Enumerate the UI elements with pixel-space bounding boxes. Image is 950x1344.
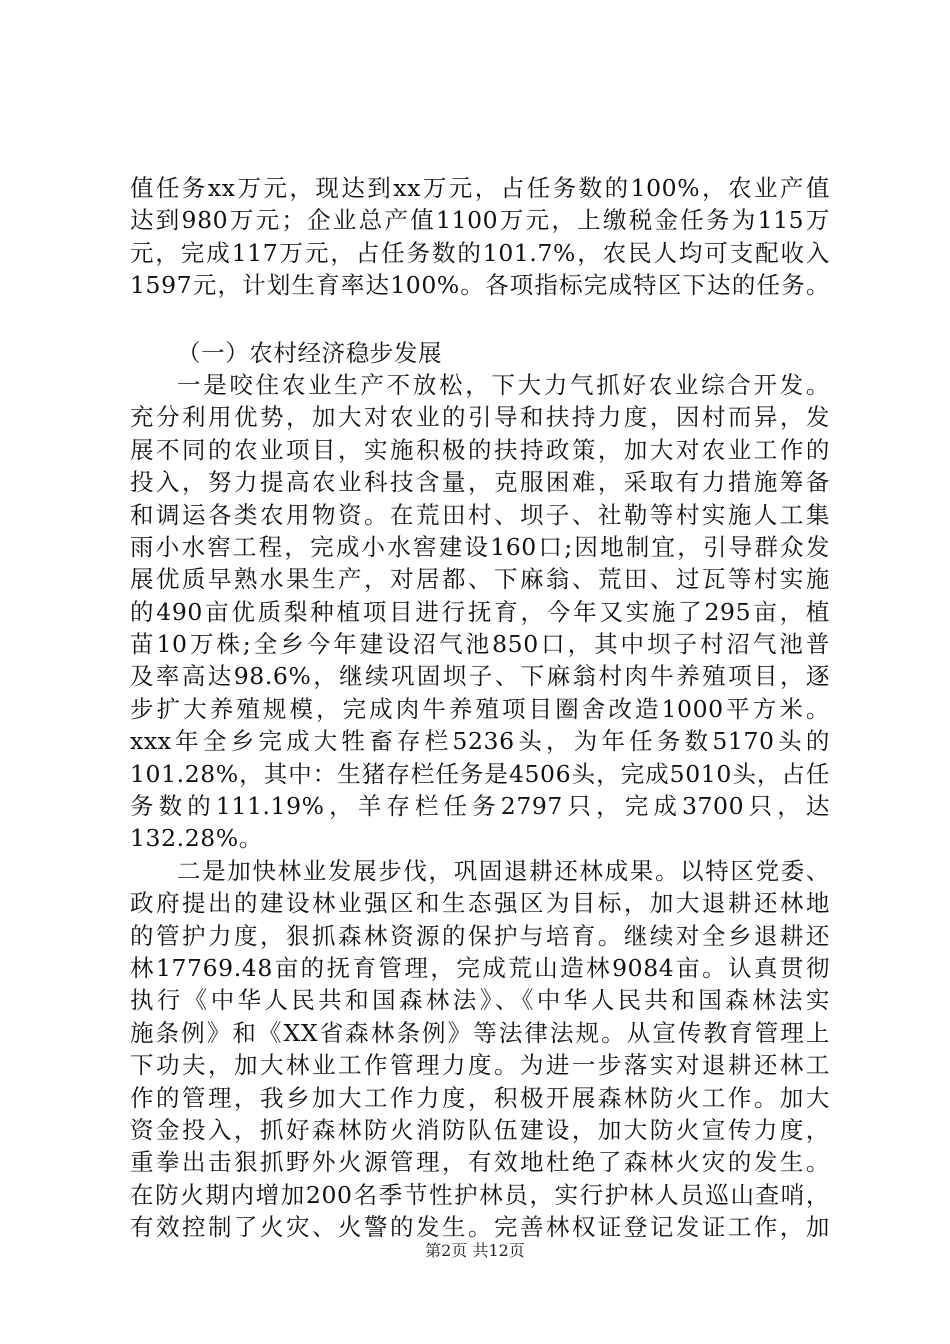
text-line: 值任务xx万元，现达到xx万元，占任务数的100%，农业产值 bbox=[130, 174, 830, 202]
text-line: 元，完成117万元，占任务数的101.7%，农民人均可支配收入 bbox=[130, 238, 830, 267]
section-heading: （一）农村经济稳步发展 bbox=[177, 338, 443, 367]
text-line: 苗10万株;全乡今年建设沼气池850口，其中坝子村沼气池普 bbox=[130, 630, 830, 659]
text-line: 的管护力度，狠抓森林资源的保护与培育。继续对全乡退耕还 bbox=[130, 921, 830, 950]
text-line: 步扩大养殖规模，完成肉牛养殖项目圈舍改造1000平方米。 bbox=[130, 694, 830, 723]
text-line: 投入，努力提高农业科技含量，克服困难，采取有力措施筹备 bbox=[130, 468, 830, 497]
text-line: 充分利用优势，加大对农业的引导和扶持力度，因村而异，发 bbox=[130, 403, 830, 432]
document-body bbox=[130, 172, 830, 1244]
text-line: 的490亩优质梨种植项目进行抚育，今年又实施了295亩，植 bbox=[130, 597, 830, 626]
text-line: 101.28%，其中：生猪存栏任务是4506头，完成5010头，占任 bbox=[130, 759, 830, 788]
text-line: 资金投入，抓好森林防火消防队伍建设，加大防火宣传力度， bbox=[130, 1115, 830, 1144]
text-line: 下功夫，加大林业工作管理力度。为进一步落实对退耕还林工 bbox=[130, 1051, 830, 1080]
text-line: 作的管理，我乡加大工作力度，积极开展森林防火工作。加大 bbox=[130, 1083, 830, 1112]
text-line: 雨小水窖工程，完成小水窖建设160口;因地制宜，引导群众发 bbox=[130, 532, 830, 561]
text-line: 施条例》和《XX省森林条例》等法律法规。从宣传教育管理上 bbox=[130, 1018, 830, 1047]
text-line: 和调运各类农用物资。在荒田村、坝子、社勒等村实施人工集 bbox=[130, 500, 830, 529]
text-line: 务数的111.19%，羊存栏任务2797只，完成3700只，达 bbox=[130, 792, 830, 821]
page-number-label: 第2页 共12页 bbox=[425, 1241, 525, 1260]
text-line: 及率高达98.6%，继续巩固坝子、下麻翁村肉牛养殖项目，逐 bbox=[130, 662, 830, 691]
text-line: 政府提出的建设林业强区和生态强区为目标，加大退耕还林地 bbox=[130, 889, 830, 918]
text-line: 达到980万元；企业总产值1100万元，上缴税金任务为115万 bbox=[130, 206, 830, 235]
text-line: 一是咬住农业生产不放松，下大力气抓好农业综合开发。 bbox=[177, 370, 830, 399]
paragraph-gap bbox=[130, 302, 830, 337]
text-line: 展不同的农业项目，实施积极的扶持政策，加大对农业工作的 bbox=[130, 435, 830, 464]
text-line: 132.28%。 bbox=[130, 824, 263, 853]
paragraph-task-summary bbox=[130, 172, 830, 302]
paragraph-agriculture bbox=[130, 369, 830, 855]
text-line: 1597元，计划生育率达100%。各项指标完成特区下达的任务。 bbox=[130, 271, 830, 300]
text-line: 展优质早熟水果生产，对居都、下麻翁、荒田、过瓦等村实施 bbox=[130, 565, 830, 594]
paragraph-forestry bbox=[130, 855, 830, 1244]
page-footer bbox=[0, 1238, 950, 1261]
text-line: 林17769.48亩的抚育管理，完成荒山造林9084亩。认真贯彻 bbox=[130, 953, 830, 982]
text-line: 有效控制了火灾、火警的发生。完善林权证登记发证工作，加 bbox=[130, 1213, 830, 1242]
text-line: 二是加快林业发展步伐，巩固退耕还林成果。以特区党委、 bbox=[177, 856, 830, 885]
text-line: 重拳出击狠抓野外火源管理，有效地杜绝了森林火灾的发生。 bbox=[130, 1148, 830, 1177]
text-line: 在防火期内增加200名季节性护林员，实行护林人员巡山查哨， bbox=[130, 1180, 830, 1209]
text-line: xxx年全乡完成大牲畜存栏5236头，为年任务数5170头的 bbox=[130, 727, 830, 756]
text-line: 执行《中华人民共和国森林法》、《中华人民共和国森林法实 bbox=[130, 986, 830, 1015]
